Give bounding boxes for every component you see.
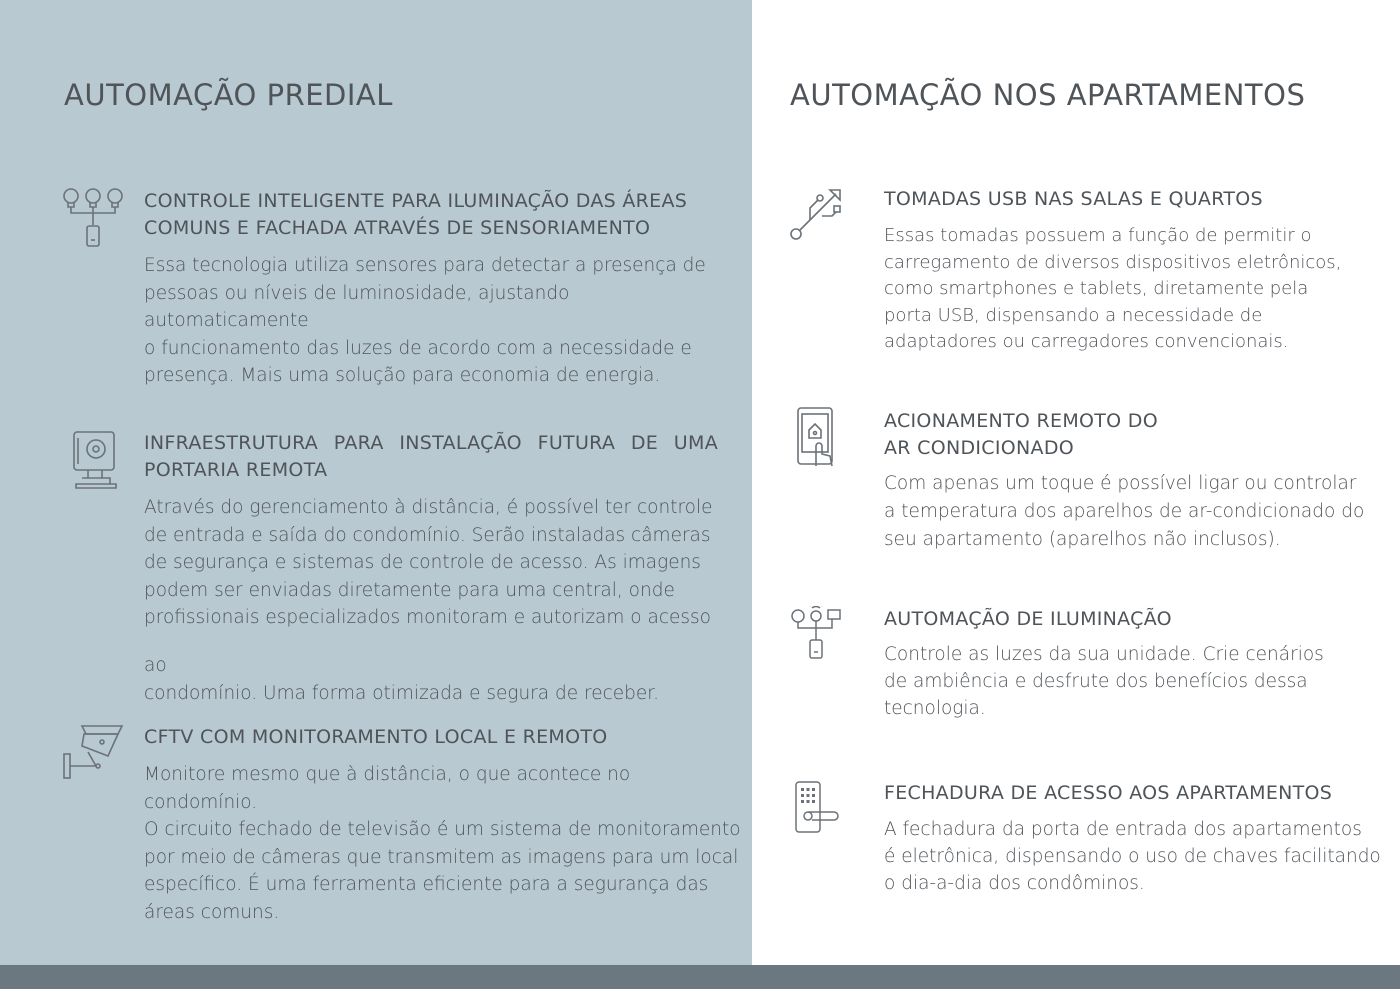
item-text	[144, 252, 724, 390]
title-line: COMUNS E FACHADA ATRAVÉS DE SENSORIAMENTO	[144, 217, 651, 239]
item-title: CFTV COM MONITORAMENTO LOCAL E REMOTO	[144, 726, 608, 748]
item-title	[144, 188, 724, 242]
item-text	[884, 816, 1394, 897]
text-line: pessoas ou níveis de luminosidade, ajustando automaticamente	[144, 282, 570, 331]
title-line: CONTROLE INTELIGENTE PARA ILUMINAÇÃO DAS ÁREAS	[144, 190, 688, 212]
text-line: presença. Mais uma solução para economia de energia.	[144, 365, 661, 386]
item-text	[144, 494, 718, 632]
item-title: TOMADAS USB NAS SALAS E QUARTOS	[884, 188, 1263, 210]
item-text	[144, 761, 744, 926]
title-line: AR CONDICIONADO	[884, 437, 1075, 459]
right-item-air-conditioning	[884, 408, 1384, 554]
text-line: de ambiência e desfrute dos benefícios dessa	[884, 671, 1308, 692]
text-line: condomínio. Uma forma otimizada e segura de receber.	[144, 682, 660, 704]
smartphone-touch-icon	[796, 406, 840, 468]
right-section-title: AUTOMAÇÃO NOS APARTAMENTOS	[790, 78, 1306, 112]
left-item-cctv	[144, 724, 744, 926]
text-line: Com apenas um toque é possível ligar ou controlar	[884, 473, 1357, 494]
intercom-camera-icon	[72, 430, 120, 492]
right-item-lighting-automation	[884, 606, 1384, 722]
text-line: é eletrônica, dispensando o uso de chaves facilitando	[884, 846, 1381, 867]
text-line: Controle as luzes da sua unidade. Crie cenários	[884, 644, 1324, 665]
text-line: podem ser enviadas diretamente para uma central, onde	[144, 579, 675, 601]
item-title: AUTOMAÇÃO DE ILUMINAÇÃO	[884, 608, 1172, 630]
text-line: Através do gerenciamento à distância, é possível ter controle	[144, 497, 713, 518]
item-text	[884, 641, 1384, 722]
text-line: tecnologia.	[884, 698, 986, 719]
left-item-lighting	[144, 188, 724, 390]
item-text-continuation	[144, 652, 718, 708]
text-line: o funcionamento das luzes de acordo com a necessidade e	[144, 337, 692, 359]
item-text	[884, 223, 1384, 356]
text-line: de segurança e sistemas de controle de acesso. As imagens	[144, 552, 701, 573]
bottom-bar	[0, 965, 1400, 989]
text-line: porta USB, dispensando a necessidade de	[884, 304, 1263, 326]
text-line: profissionais especializados monitoram e autorizam o acesso	[144, 607, 711, 628]
text-line: carregamento de diversos dispositivos eletrônicos,	[884, 251, 1342, 273]
text-line: o dia-a-dia dos condôminos.	[884, 873, 1145, 894]
text-line: A fechadura da porta de entrada dos apartamentos	[884, 819, 1362, 840]
title-line: INFRAESTRUTURA PARA INSTALAÇÃO FUTURA DE UMA	[144, 432, 718, 454]
text-line: adaptadores ou carregadores convencionais.	[884, 331, 1289, 352]
title-line: PORTARIA REMOTA	[144, 459, 328, 481]
keypad-lock-icon	[794, 780, 840, 836]
text-line: ao	[144, 654, 167, 676]
text-line: áreas comuns.	[144, 901, 280, 923]
item-title: FECHADURA DE ACESSO AOS APARTAMENTOS	[884, 782, 1333, 804]
bulbs-icon	[62, 186, 128, 252]
usb-icon	[788, 186, 846, 242]
text-line: Essa tecnologia utiliza sensores para detectar a presença de	[144, 255, 706, 276]
item-title	[144, 430, 718, 484]
cctv-camera-icon	[62, 722, 126, 782]
text-line: específico. É uma ferramenta eficiente para a segurança das	[144, 874, 709, 895]
left-item-remote-concierge	[144, 430, 718, 708]
text-line: Monitore mesmo que à distância, o que acontece no condomínio.	[144, 764, 631, 813]
text-line: a temperatura dos aparelhos de ar-condicionado do	[884, 501, 1365, 522]
left-section-title: AUTOMAÇÃO PREDIAL	[64, 78, 393, 112]
item-text	[884, 470, 1384, 554]
text-line: O circuito fechado de televisão é um sistema de monitoramento	[144, 819, 741, 840]
text-line: como smartphones e tablets, diretamente pela	[884, 278, 1309, 299]
text-line: seu apartamento (aparelhos não inclusos).	[884, 529, 1281, 550]
item-title	[884, 408, 1384, 462]
smart-light-icon	[790, 606, 844, 662]
text-line: Essas tomadas possuem a função de permitir o	[884, 225, 1312, 246]
right-item-usb	[884, 186, 1384, 356]
text-line: de entrada e saída do condomínio. Serão instaladas câmeras	[144, 524, 711, 546]
right-item-door-lock	[884, 780, 1394, 897]
text-line: por meio de câmeras que transmitem as imagens para um local	[144, 846, 739, 868]
title-line: ACIONAMENTO REMOTO DO	[884, 410, 1158, 432]
